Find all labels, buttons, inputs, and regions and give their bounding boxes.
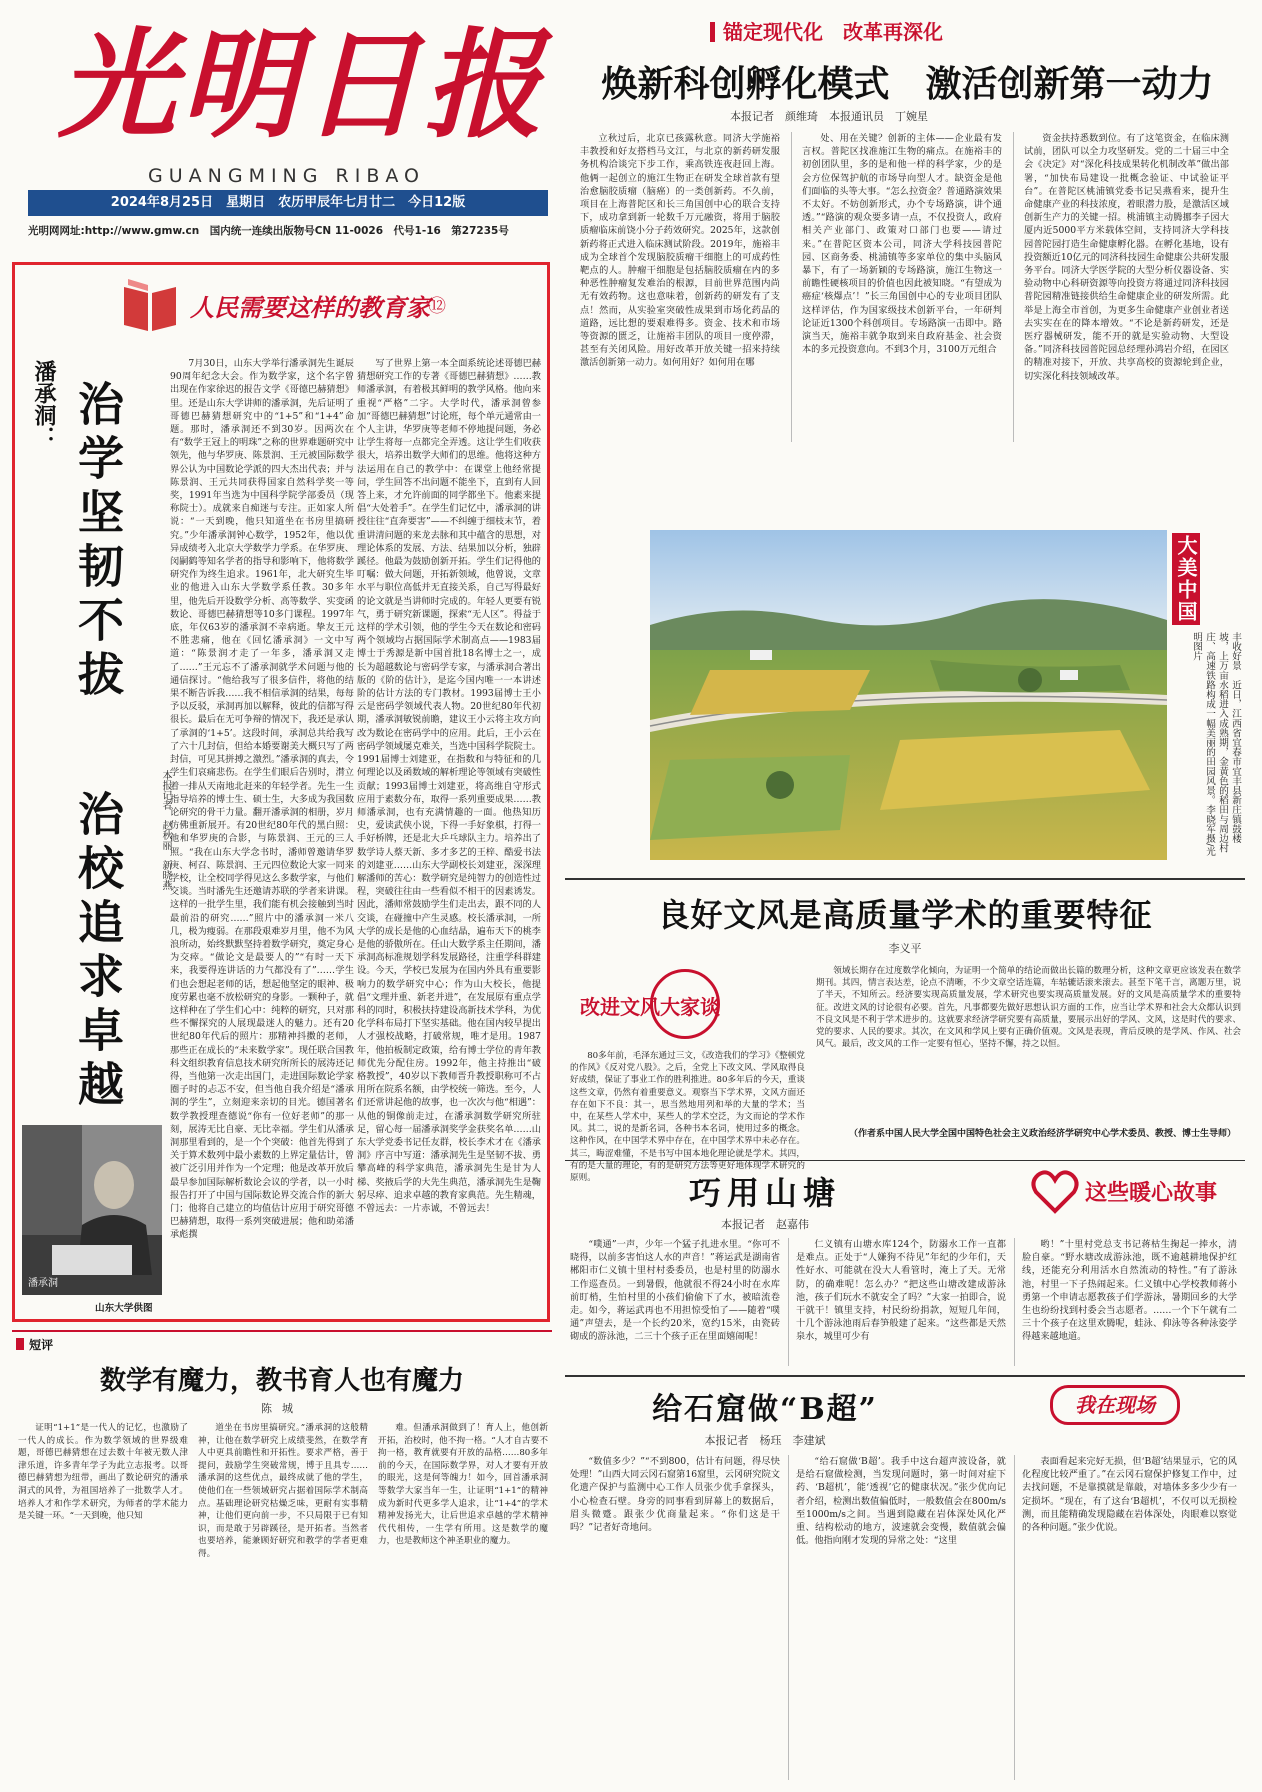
grotto-col-3-text: 表面看起来完好无损，但‘B超’结果显示，它的风化程度比较严重了。”在云冈石窟保护修复工作中，过去找问题，不是靠摸就是靠敲，对墙体多多少少有一定损坏。“现在，有了这台‘B超机’，不仅可以无损检测，而且能精确发现隐藏在岩体深处，肉眼难以察觉的各种问题。”张少优说。 — [1022, 1456, 1237, 1534]
grotto-col-1-text: “数值多少？”“不到800，估计有问题，得尽快处理！”山西大同云冈石窟第16窟里，云冈研究院文化遗产保护与监测中心工作人员张少优手拿探头，小心检查石壁。身旁的同事看到屏幕上的数据后，眉头微蹙。跟张少优商量起来。“你们这是干吗？”记者好奇地问。 — [570, 1456, 780, 1534]
editorial-badge-text: 改进文风大家谈 — [580, 995, 720, 1019]
photo-tag-text: 大美中国 — [1174, 535, 1198, 623]
landscape-photo — [650, 530, 1167, 860]
divider-editorial — [565, 878, 1245, 880]
kicker-bar — [710, 22, 715, 42]
divider-grotto — [565, 1375, 1245, 1377]
pond-col-3 — [1022, 1238, 1237, 1366]
info-line: 光明网网址:http://www.gmw.cn 国内统一连续出版物号CN 11-0026 代号1-16 第27235号 — [28, 225, 509, 237]
rule-pond-1 — [788, 1238, 789, 1366]
comment-col-3 — [378, 1422, 548, 1782]
comment-col-1 — [18, 1422, 188, 1782]
rule-pond-2 — [1014, 1238, 1015, 1366]
lead-story — [580, 12, 1235, 457]
lead-col-2 — [802, 132, 1002, 452]
pond-byline: 本报记者 赵嘉伟 — [721, 1218, 809, 1231]
editorial-col-2 — [816, 965, 1241, 1128]
editorial-col-1 — [570, 1050, 805, 1184]
pond-col-2-text: 仁义镇有山塘水库124个，防溺水工作一直都是难点。正处于“人嫌狗不待见”年纪的少年们，天性好水、可能就在没大人看管时，淹上了天。无常防，的确难呢！怎么办？“把这些山塘改建成游泳池，孩子们玩水不就安全了吗？”大家一拍即合，说干就干！镇里支持，村民纷纷捐款，短短几年间，十几个游泳池雨后春笋般建了起来。“这些都是天然泉水，城里可少有 — [796, 1239, 1006, 1343]
date-line: 2024年8月25日 星期日 农历甲辰年七月廿二 今日12版 — [110, 195, 466, 210]
editorial-title: 良好文风是高质量学术的重要特征 — [657, 896, 1153, 934]
photo-tag — [1172, 533, 1200, 625]
comment-col-2-text: 道坐在书房里搞研究。”潘承洞的这般精神，让他在数学研究上成绩斐然，在数学育人中更具前瞻性和开拓性。要求严格，善于提问，鼓励学生突破常规，博于且具专……潘承洞的这些优点，最终成就了他的学生，使他们在一些领域研究占据着国际学术制高点。基础理论研究枯燥乏味，更耐有实事精神，让他们更向前一步，不只局限于已有知识，而是敢于另辟蹊径，是开拓者。当然者也要培养，能兼顾好研究和教学的学者更难得。 — [198, 1423, 368, 1559]
feature-title-1: 治学坚韧不拔 — [71, 380, 125, 704]
feature-col-1-text: 7月30日，山东大学举行潘承洞先生诞辰90周年纪念大会。作为数学家，这个名字曾出现在作家徐迟的报告文学《哥德巴赫猜想》里。还是山东大学讲师的潘承洞，先后证明了哥德巴赫猜想研究中的“1+5”和“1+4”命题。那时，潘承洞还不到30岁。因两次在有“数学王冠上的明珠”之称的世界难题研究中领先，他与华罗庚、陈景润、王元被国际数学界公认为中国数论学派的四大杰出代表；并与陈景润、王元共同获得国家自然科学奖一等奖，1991年当选为中国科学院学部委员（现称院士）。成就来自痴迷与专注。正如家人所说：“一天到晚，他只知道坐在书房里搞研究。”少年潘承洞钟心数学，1952年，他以优异成绩考入北京大学数学力学系。在华罗庚、闵嗣鹤等知名学者的指导和影响下，他将数学研究作为终生追求。1961年，北大研究生毕业的他进入山东大学数学系任教。30多年里，他先后开设数学分析、高等数学、实变函数论、哥德巴赫猜想等10多门课程。1997年底，年仅63岁的潘承洞不幸病逝。挚友王元不胜悲痛，他在《回忆潘承洞》一文中写道：“陈景润才走了一年多，潘承洞又走了……”王元忘不了潘承洞就学术问题与他的通信探讨。“他给我写了很多信件，将他的结果不断告诉我……我不相信承洞的结果，每每予以反驳，承洞再加以解释，彼此的信都写得很长。最后在无可争辩的情况下，我还是承认了承洞的‘1+5’。这段时间，承洞总共给我写了六十几封信，但给本婚要谢美大概只写了两封信，可见其拼搏之激烈。”潘承洞的真去，令学生们哀痛悲伤。在学生们眼后告别时，潸立着一排从天南地北赶来的年轻学者。先生一生指导培养的博士生、硕士生，大多成为我国数论研究的骨干力量。翻开潘承洞的相册，岁月仿佛重新展开。有20世纪80年代的黑白照：他和华罗庚的合影，与陈景润、王元的三人照。“我在山东大学念书时，潘师曾邀请华罗庚、柯召、陈景润、王元四位数论大家一同来学校，让全校同学得见这么多数学家，与他们交谈。当时潘先生还邀请苏联的学者来讲课。这样的一批学生里，我们能有机会接触到当时最前沿的研究……”照片中的潘承洞一米八几，极为瘦弱。在那段艰难岁月里，他不为风浪所动，始终默默坚持着数学研究，奠定身心为交瘁。“做论文是最要人的”“有时一天下来，我要得连讲话的力气都没有了”……学生们也会想起老师的话，想起他坚定的眼神、极度劳累也毫不放松研究的身影。一颗种子，就这样种在了学生们心中：纯粹的研究，只对那些不懈探究的人展现最迷人的魅力。还有20世纪80年代后的照片：那精神抖擞的老师，那些正在成长的“未来数学家”。现任联合国教科文组织教育信息技术研究所所长的展涛还记得，当他第一次走出国门，走进国际数论学家圈子时的忐忑不安，但当他自我介绍是“潘承洞的学生”，立刻迎来亲切的目光。德国著名数学教授理查德说“你有一位好老师”的那一刻，展涛无比自豪、无比幸福。学生们从潘承洞那里看到的，是一个个突破：他首先得到了关于算术数列中最小素数的上界定量估计，曾被广泛引用并作为一个定理；他是改革开放后最早参加国际解析数论会议的学者，以一小时报告打开了中国与国际数论界交流合作的新大门；他将自己建立的均值估计应用于研究哥德巴赫猜想，取得一系列突破进展；他和助弟潘承彪撰 — [170, 358, 354, 1241]
comment-title: 数学有魔力，教书育人也有魔力 — [99, 1366, 464, 1396]
grotto-badge-text: 我在现场 — [1050, 1385, 1180, 1425]
lead-col-1 — [580, 132, 780, 452]
masthead — [28, 10, 583, 260]
comment-label-bar — [16, 1338, 24, 1350]
feature-title-2: 治校追求卓越 — [71, 790, 125, 1114]
lead-col-2-text: 处、用在关键？创新的主体——企业最有发言权。普陀区找准施江生物的痛点。在施裕丰的初创团队里，多的是和他一样的科学家，少的是会方位保驾护航的市场导向型人才。缺资金是他们面临的头等大事。“怎么拉资金？普通路演效果不太好。不妨创新形式，办个专场路演，讲个通透。”“路演的观众要多请一点，不仅投资人，政府相关产业部门、政策对口部门也要——请过来。”在普陀区资本公司，同济大学科技园普陀园、区商务委、桃浦镇等多家单位的集中头脑风暴下，有了一场新颖的专场路演，施江生物这一前瞻性硬核项目的价值也因此被知晓。“有望成为癌症‘核爆点’！”长三角国创中心的专业项目团队这样评估，作为国家级技术创新平台，一年研判论证近1300个科创项目。专场路演一击即中。路演当天，施裕丰就争取到来自政府基金、社会资本的多元投资意向。不到3个月，3100万元组合 — [802, 133, 1002, 356]
kicker-text: 锚定现代化 改革再深化 — [723, 20, 943, 44]
series-number: ⑫ — [428, 296, 446, 317]
comment-col-2 — [198, 1422, 368, 1782]
comment-label-text: 短评 — [29, 1338, 54, 1352]
lead-kicker — [710, 16, 943, 45]
landscape-photo-art — [650, 530, 1167, 860]
masthead-logo: 光明日报 — [58, 15, 547, 154]
rule-lead-2 — [1013, 132, 1014, 442]
feature-subject: 潘承洞： — [31, 360, 57, 448]
heart-icon — [1030, 1166, 1080, 1216]
editorial-author-note: （作者系中国人民大学全国中国特色社会主义政治经济学研究中心学术委员、教授、博士生导师） — [848, 1129, 1236, 1139]
rule-grotto-2 — [1014, 1455, 1015, 1780]
comment-author: 陈城 — [261, 1402, 303, 1415]
editorial-author: 李义平 — [888, 942, 922, 955]
portrait-credit: 山东大学供图 — [95, 1303, 153, 1314]
portrait-caption: 潘承洞 — [28, 1278, 58, 1289]
grotto-col-3 — [1022, 1455, 1237, 1785]
feature-byline: 本报记者 赵秋丽 新晓燕 — [160, 770, 171, 890]
divider-pond — [565, 1160, 1245, 1161]
pond-badge-text: 这些暖心故事 — [1085, 1180, 1218, 1206]
comment-col-1-text: 证明“1+1”是一代人的记忆，也激励了一代人的成长。作为数学领域的世界级难题，哥德巴赫猜想在过去数十年被无数人津津乐道，许多青年学子为此立志报考。以哥德巴赫猜想为纽带，画出了数论研究的潘承洞式的风骨，为祖国培养了一批数学人才。培养人才和作学术研究，为师者的学术能力是关键一环。“一天到晚，他只知 — [18, 1423, 188, 1522]
portrait-photo — [22, 1125, 162, 1295]
portrait-art — [22, 1125, 162, 1295]
pond-badge — [1030, 1162, 1240, 1222]
divider-comment — [12, 1330, 552, 1332]
pond-title: 巧用山塘 — [688, 1174, 841, 1212]
feature-series-badge — [120, 270, 500, 345]
lead-col-1-text: 立秋过后，北京已孩露秋意。同济大学施裕丰教授和好友搭档马文江，与北京的新药研发服务机构洽谈完下步工作，乘高铁连夜赶回上海。他俩一起创立的施江生物正在研发全球首款有望治愈脑胶质瘤（脑癌）的一类创新药。不久前，项目在上海普陀区和长三角国创中心的联合支持下，成功拿到新一轮数千万元融资，将用于脑胶质瘤临床前饶小分子药效研究。2025年，这款创新药将正式进入临床测试阶段。2019年，施裕丰成为全球首个发现脑胶质瘤干细胞上的可成药性靶点的人。肿瘤干细胞是包括脑胶质瘤在内的多种恶性肿瘤复发难治的根源，目前世界范围内尚无有效药物。这也意味着，创新药的研发有了支点！然而，从实验室突破性成果到市场化药品的道路，远比想的要艰难得多。资金、技术和市场等资源的匮乏，让施裕丰团队的项目一度停滞，甚至有关闭风险。用好改革开放关键一招来持续激活创新第一动力。如何用好？如何用在哪 — [580, 133, 780, 369]
masthead-pinyin: GUANGMING RIBAO — [148, 165, 425, 187]
feature-col-2-text: 写了世界上第一本全面系统论述哥德巴赫猜想研究工作的专著《哥德巴赫猜想》……教师潘承洞，有着极其鲜明的教学风格。他向来重视“严格”二字。大学时代，潘承洞曾参加“哥德巴赫猜想”讨论班，每个单元通常由一个人主讲，华罗庚等老师不停地提问题，务必让学生将每一点都完全弄透。这让学生们收获很大，培养出数学大师们的思维。他将这种方法运用在自己的教学中：在课堂上他经常提问，学生回答不出问题不能坐下，直到有人回答上来，才允许前面的同学都坐下。他素来提倡“大处着手”。在学生们记忆中，潘承洞的讲授往往“直奔要害”——不纠缠于细枝末节，着重讲清问题的来龙去脉和其中蕴含的思想，对理论体系的发展、方法、结果加以分析，独辟蹊径。他最为鼓励创新开拓。学生们记得他的叮嘱：做大问题，开拓新领域，他曾说，文章水平与职位高低并无直接关系，自己写得最好的论文就是当讲师时完成的。年轻人更要有锐气，勇于研究新课题，探索“无人区”。得益于这样的学术引领，他的学生今天在数论和密码两个领域均占据国际学术制高点——1983届博士于秀源是新中国首批18名博士之一，成长为超越数论与密码学专家，与潘承洞合著出版的《阶的估计》，是迄今国内唯一一本讲述阶的估计方法的专门教材。1993届博士王小云是密码学领域代表人物。20世纪80年代初期，潘承洞敏锐前瞻，建议王小云将主攻方向改为数论在密码学中的应用。此后，王小云在密码学领域屡克难关，当选中国科学院院士。1991届博士刘建亚，在指数和与特征和的几何理论以及函数域的解析理论等领域有突破性贡献；1993届博士刘建亚，将高维自守形式应用于素数分布，取得一系列重要成果……教师潘承洞，也有充满情趣的一面。他热知历史，爱读武侠小说，下得一手好象棋，打得一手好桥牌，还是北大乒乓球队主力。培养出了数学诗人蔡天新、多才多艺的王梓、酷爱书法的刘建亚……山东大学副校长刘建亚，深深理解潘师的苦心：数学研究是纯智力的创造性过程，突破往往由一些看似不相干的因素诱发。因此，潘师常鼓励学生们走出去，跟不同的人交谈，在碰撞中产生灵感。校长潘承洞，一所大学的成长是他的心血结晶，遍布天下的桃李是他的骄傲所在。任山大数学系主任期间，潘承洞高标准规划学科发展路径，注重学科群建设。今天，学校已发展为在国内外具有重要影响力的数学研究中心；作为山大校长，他提倡“文理并重、新老并进”，在发展原有重点学科的同时，积极扶持建设高新技术学科，为优化学科布局打下坚实基础。他在国内较早提出人才强校战略，打破常规，唯才是用。1987年，他拍板制定政策，给有博士学位的青年教师优先分配住房。1992年，他主持推出“破格教授”，40岁以下教师晋升教授职称可不占用所在院系名额，由学校统一筛选。至今，人们还常讲起他的故事，也一次次与他“相遇”：从他的铜像前走过，在潘承洞数学研究所驻足，留心每一届潘承洞奖学金获奖名单……山东大学党委书记任友群，校长李术才在《潘承洞》序言中写道：潘承洞先生是坚韧不拔、勇攀高峰的科学家典范，潘承洞先生是甘为人梯、奖掖后学的大先生典范，潘承洞先生是鞠躬尽瘁、追求卓越的教育家典范。先生精魂，不曾远去：一片赤诚，不曾远去！ — [357, 358, 541, 1214]
feature-col-1 — [170, 357, 354, 1315]
pond-col-1-text: “噗通”一声，少年一个猛子扎进水里。“你可不晓得，以前多害怕这人水的声音！”蒋运武是湖南省郴阳市仁义镇十里村村委委员，也是村里的防溺水工作巡查员。一到暑假，他就很不得24小时在水库前盯梢，生怕村里的小孩们偷偷下了水，被暗流卷走。如今，蒋运武再也不用担惊受怕了——随着“噗通”声望去，是一个长约20米，宽约15米，由瓷砖砌成的游泳池，二三十个孩子正在里面嬉闹呢！ — [570, 1239, 780, 1343]
grotto-col-2-text: “给石窟做‘B超’。我手中这台超声波设备，就是给石窟做检测，当发现问题时，第一时间对症下药、‘B超机’，能‘透视’它的健康状况。”张少优向记者介绍，检测出数值偏低时，一般数值会在800m/s至1000m/s之间。当遇到隐藏在岩体深处风化严重、结构松动的地方，波速就会变慢，数值就会偏低。他指向刚才发现的异常之处：“这里 — [796, 1456, 1006, 1547]
rule-grotto-1 — [788, 1455, 789, 1780]
lead-headline: 焕新科创孵化模式 激活创新第一动力 — [601, 63, 1214, 105]
grotto-badge — [1050, 1385, 1210, 1429]
grotto-col-1 — [570, 1455, 780, 1785]
lead-byline: 本报记者 颜维琦 本报通讯员 丁婉星 — [730, 110, 928, 123]
grotto-title: 给石窟做“B超” — [652, 1392, 878, 1427]
feature-col-2 — [357, 357, 541, 1315]
lead-col-3-text: 资金扶持悉数到位。有了这笔资金，在临床测试前，团队可以全力攻坚研发。党的二十届三中全会《决定》对“深化科技成果转化机制改革”做出部署，“加快布局建设一批概念验证、中试验证平台”。在普陀区桃浦镇党委书记吴燕看来，提升生命健康产业的科技浓度，着眼潜力股，是激活区域创新生产力的关键一招。桃浦镇主动腾挪李子园大厦内近5000平方米载体空间，支持同济大学科技园普陀园打造生命健康孵化器。在孵化基地，设有投资额近10亿元的同济科技园生命健康公共研发服务平台。同济大学医学院的大型分析仪器设备、实验动物中心科研资源等向投资方将通过同济科技园普陀园精准链接供给生命健康企业的研发所需。此举是上海全市首创，为更多生命健康产业创业者送去实实在在的降本增效。“不论是新药研发，还是医疗器械研发，能不开的就是实验动物、大型设备。”同济科技园普陀园总经理孙鸿岩介绍，在园区的精准对接下，开放、共享高校的资源轮到企业，切实深化科技领域改革。 — [1024, 133, 1229, 382]
photo-caption: 丰收好景 近日，江西省宜春市宜丰县新庄镇鼓楼坡，上万亩水稻进入成熟期，金黄色的稻田与周边村庄、高速铁路构成一幅美丽的田园风景。李晓军摄/光明图片 — [1191, 632, 1241, 857]
editorial-badge — [570, 965, 790, 1045]
pond-col-2 — [796, 1238, 1006, 1366]
grotto-byline: 本报记者 杨珏 李建斌 — [704, 1434, 826, 1447]
book-icon — [120, 275, 180, 335]
editorial-col-2-text: 领域长期存在过度数学化倾向，为证明一个简单的结论而做出长篇的数理分析，这种文章更应该发表在数学期刊。其四，情言表达差，论点不清晰，不少文章空话连篇，车轱辘话滚来滚去。甚至下笔千言，离题万里，说了半天，不知所云。经济要实现高质量发展，学术研究也要实现高质量发展。好的文风是高质量学术的重要特征。改进文风的讨论很有必要。首先，凡事都要先做好思想认识方面的工作，应当让学术界和社会大众都认识到不良文风是不利于学术进步的。这就要求经济学研究要有高质量，要展示出好的学风、文风，这是时代的要求、党的要求、人民的要求。其次，在文风和学风上要有正确价值观。文风是表现，背后反映的是学风、作风、社会风气。最后，改文风的工作一定要有恒心，坚持不懈，持之以恒。 — [816, 966, 1241, 1050]
pond-col-1 — [570, 1238, 780, 1366]
grotto-col-2 — [796, 1455, 1006, 1785]
comment-label — [16, 1334, 53, 1353]
lead-col-3 — [1024, 132, 1229, 452]
pond-col-3-text: 哟！”十里村党总支书记蒋枯生掬起一捧水，清脸自豪。“野水塘改成游泳池，既不逾越耕地保护红线，还能充分利用活水自然流动的特性。”有了游泳池，村里一下子热闹起来。仁义镇中心学校教师蒋小勇第一个申请志愿教孩子们学游泳，暑期回乡的大学生也纷纷找到村委会当志愿者。……一个下午就有二三十个孩子在这里欢腾呢，蛙泳、仰泳等各种泳姿学得越来越地道。 — [1022, 1239, 1237, 1343]
date-bar — [28, 190, 548, 216]
editorial-col-1-text: 80多年前，毛泽东通过三文，《改造我们的学习》《整顿党的作风》《反对党八股》。之后，全党上下改文风、学风取得良好成绩，保证了事业工作的胜利推进。80多年后的今天，重谈这些文章，仍然有着重要意义。观察当下学术界，文风方面还存在如下不良：其一，思当然地用列和举的大量的学术；当中，在某些人学术中，某些人的学术空泛，为文而论的学术作风。其二，说的是新名词，各种书本名词，使用过多的概念。这种作风，在中国学术界中存在，在中国学术界中未必存在。其三，晦涩难懂，不是书写中国本地化理论就是学术。其四，有的是大量的理论，有的是研究方法等更好地体现学术研究的原则。 — [570, 1051, 805, 1184]
series-badge-text: 人民需要这样的教育家 — [190, 293, 430, 322]
rule-lead-1 — [791, 132, 792, 442]
comment-col-3-text: 难。但潘承洞做到了！育人上，他创新开拓，治校时，他不拘一格。“人才自古要不拘一格，教育就要有开放的品格……80多年前的今天，在国际数学界，对人才要有开放的眼光，这是何等魄力！如今，回首潘承洞等数学大家当年一生，让证明“1+1”的精神成为新时代更多学人追求，让“1+4”的学术精神发扬光大，让后世追求卓越的学术精神代代相传，一生学有所用。这是数学的魔力，也是教师这个神圣职业的魔力。 — [378, 1423, 548, 1547]
